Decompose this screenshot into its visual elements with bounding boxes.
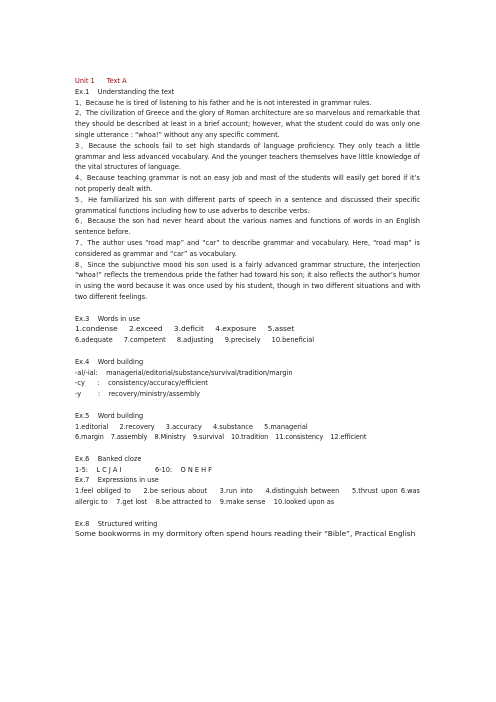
ex3-answers-row-2: [75, 335, 420, 346]
ex5-word: 1.editorial: [75, 422, 109, 431]
ex5-word: 3.accuracy: [165, 422, 202, 431]
ex3-heading: Ex.3 Words in use: [75, 314, 141, 323]
document-body: [75, 76, 420, 540]
ex5-answers-row-2: [75, 432, 420, 443]
ex3-word: 1.condense: [75, 324, 118, 334]
ex5-word: 5.managerial: [264, 422, 308, 431]
spacer: [75, 400, 420, 411]
ex1-answer-3: 3、Because the schools fail to set high standards of language proficiency. They only teach a little grammar and less advanced vocabulary. And the younger teachers themselves have little knowledge of the vital structures of language.: [75, 141, 420, 172]
ex5-heading: Ex.5 Word building: [75, 411, 144, 420]
ex4-suffix-cy: -cy : consistency/accuracy/efficient: [75, 379, 208, 388]
ex8-heading: Ex.8 Structured writing: [75, 519, 158, 528]
ex3-word: 10.beneficial: [271, 336, 315, 345]
ex5-word: 10.tradition: [230, 433, 269, 442]
spacer: [75, 443, 420, 454]
ex3-word: 5.asset: [267, 324, 295, 334]
ex3-answers-row-1: [75, 324, 420, 335]
ex3-word: 3.deficit: [173, 324, 204, 334]
ex5-word: 11.consistency: [275, 433, 324, 442]
ex1-answer-5: 5、He familiarized his son with different parts of speech in a sentence and discussed their specific grammatical functions including how to use adverbs to describe verbs.: [75, 195, 420, 215]
ex5-word: 7.assembly: [110, 433, 148, 442]
ex1-heading: Ex.1 Understanding the text: [75, 87, 175, 96]
ex6-heading: Ex.6 Banked cloze: [75, 454, 142, 463]
spacer: [75, 508, 420, 519]
ex1-answer-1: 1、Because he is tired of listening to his father and he is not interested in grammar rules.: [75, 98, 372, 107]
ex5-word: 4.substance: [212, 422, 253, 431]
ex4-suffix-al: -al/-ial: managerial/editorial/substance/survival/tradition/margin: [75, 368, 293, 377]
ex4-heading: Ex.4 Word building: [75, 357, 144, 366]
ex1-answer-4: 4、Because teaching grammar is not an easy job and most of the students will easily get bored if it’s not properly dealt with.: [75, 174, 420, 193]
ex3-word: 7.competent: [123, 336, 166, 345]
ex3-word: 6.adequate: [75, 336, 113, 345]
ex5-answers-row-1: [75, 422, 420, 433]
ex1-answer-2: 2、The civilization of Greece and the glory of Roman architecture are so marvelous and remarkable that they should be described at least in a brief account; however, what the student could do was only one single utterance : “whoa!” without any any specific comment.: [75, 109, 420, 139]
ex3-word: 9.precisely: [224, 336, 261, 345]
spacer: [75, 303, 420, 314]
ex5-word: 2.recovery: [119, 422, 155, 431]
ex4-suffix-y: -y : recovery/ministry/assembly: [75, 390, 201, 399]
ex6-answers: 1-5: L C J A I 6-10: O N E H F: [75, 465, 212, 474]
ex3-word: 4.exposure: [215, 324, 257, 334]
ex3-word: 8.adjusting: [176, 336, 214, 345]
ex1-answer-8: 8、Since the subjunctive mood his son used is a fairly advanced grammar structure, the interjection “whoa!” reflects the tremendous pride the father had toward his son; it also reflects the author’s humor in using the word because it was once used by his student, though in two different situations and with two different feelings.: [75, 260, 420, 301]
ex1-answer-7: 7、The author uses “road map” and “car” to describe grammar and vocabulary. Here, “road map” is considered as grammar and “car” as vocabulary.: [75, 238, 420, 258]
ex7-answers: 1.feel obliged to 2.be serious about 3.run into 4.distinguish between 5.thrust upon 6.was allergic to 7.get lost 8.be attracted to 9.make sense 10.looked upon as: [75, 487, 420, 507]
ex5-word: 8.Ministry: [154, 433, 186, 442]
ex5-word: 9.survival: [192, 433, 224, 442]
unit-title: [75, 76, 420, 87]
ex8-text: Some bookworms in my dormitory often spend hours reading their “Bible”, Practical English: [75, 529, 416, 539]
ex5-word: 6.margin: [75, 433, 104, 442]
ex3-word: 2.exceed: [129, 324, 163, 334]
ex7-heading: Ex.7 Expressions in use: [75, 476, 159, 485]
ex1-answer-6: 6、Because the son had never heard about the various names and functions of words in an English sentence before.: [75, 217, 420, 237]
ex5-word: 12.efficient: [330, 433, 367, 442]
spacer: [75, 346, 420, 357]
text-label: Text A: [106, 77, 127, 85]
unit-label: Unit 1: [75, 77, 95, 85]
